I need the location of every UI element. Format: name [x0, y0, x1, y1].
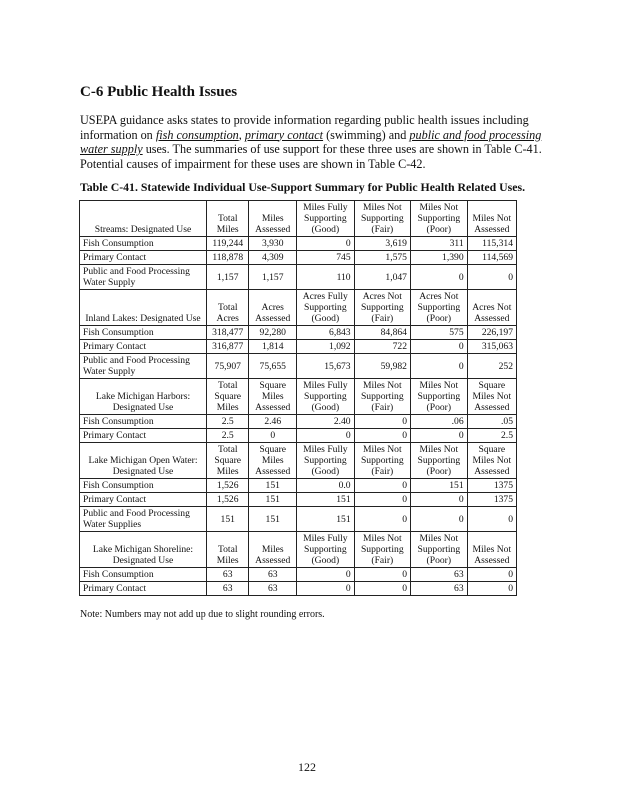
cell-value: 0	[354, 479, 410, 493]
table-row	[80, 479, 517, 493]
row-label: Public and Food Processing Water Supplies	[80, 507, 207, 532]
column-header: Miles Fully Supporting (Good)	[297, 443, 355, 479]
text: USEPA guidance asks states to provide information regarding public health issues including information on	[80, 113, 529, 142]
table-row	[80, 340, 517, 354]
cell-value: 0	[410, 493, 467, 507]
term-primary-contact: primary contact	[244, 127, 324, 142]
cell-value: 151	[297, 493, 355, 507]
cell-value: 2.5	[467, 429, 516, 443]
cell-value: 63	[410, 568, 467, 582]
column-header: Miles Not Supporting (Fair)	[354, 532, 410, 568]
cell-value: .05	[467, 415, 516, 429]
cell-value: 311	[410, 237, 467, 251]
cell-value: 151	[207, 507, 249, 532]
table-row	[80, 251, 517, 265]
cell-value: 3,619	[354, 237, 410, 251]
cell-value: 0	[410, 340, 467, 354]
cell-value: 4,309	[249, 251, 297, 265]
column-header: Acres Not Assessed	[467, 290, 516, 326]
intro-paragraph	[80, 113, 550, 171]
cell-value: 1,526	[207, 479, 249, 493]
cell-value: 0	[297, 237, 355, 251]
column-header: Miles Not Supporting (Poor)	[410, 379, 467, 415]
table-row	[80, 429, 517, 443]
cell-value: 0	[354, 568, 410, 582]
cell-value: 151	[249, 479, 297, 493]
cell-value: 0	[354, 582, 410, 596]
cell-value: 63	[249, 582, 297, 596]
section-header-row	[80, 290, 517, 326]
table-row	[80, 568, 517, 582]
text: uses. The summaries of use support for these three uses are shown in Table C-41. Potential causes of impairment for these uses are shown in Table C-42.	[80, 142, 542, 171]
table-row	[80, 326, 517, 340]
cell-value: 0	[249, 429, 297, 443]
cell-value: 151	[249, 493, 297, 507]
table-row	[80, 237, 517, 251]
column-header: Miles Not Supporting (Poor)	[410, 201, 467, 237]
cell-value: 63	[207, 568, 249, 582]
column-header: Square Miles Assessed	[249, 379, 297, 415]
cell-value: 1375	[467, 493, 516, 507]
row-label: Public and Food Processing Water Supply	[80, 265, 207, 290]
column-header: Miles Fully Supporting (Good)	[297, 201, 355, 237]
cell-value: 75,907	[207, 354, 249, 379]
cell-value: 1,390	[410, 251, 467, 265]
column-header: Inland Lakes: Designated Use	[80, 290, 207, 326]
term-fish-consumption: fish consumption	[155, 127, 239, 142]
cell-value: 0	[354, 507, 410, 532]
cell-value: 2.40	[297, 415, 355, 429]
cell-value: 0	[297, 429, 355, 443]
cell-value: 0	[410, 265, 467, 290]
cell-value: 2.46	[249, 415, 297, 429]
row-label: Public and Food Processing Water Supply	[80, 354, 207, 379]
column-header: Miles Not Supporting (Fair)	[354, 443, 410, 479]
cell-value: 252	[467, 354, 516, 379]
cell-value: 118,878	[207, 251, 249, 265]
cell-value: 1,575	[354, 251, 410, 265]
column-header: Lake Michigan Harbors: Designated Use	[80, 379, 207, 415]
column-header: Square Miles Not Assessed	[467, 443, 516, 479]
cell-value: 115,314	[467, 237, 516, 251]
row-label: Fish Consumption	[80, 568, 207, 582]
column-header: Square Miles Not Assessed	[467, 379, 516, 415]
cell-value: 84,864	[354, 326, 410, 340]
cell-value: 151	[410, 479, 467, 493]
cell-value: 1,157	[249, 265, 297, 290]
cell-value: 226,197	[467, 326, 516, 340]
cell-value: 1375	[467, 479, 516, 493]
cell-value: 0.0	[297, 479, 355, 493]
row-label: Primary Contact	[80, 251, 207, 265]
column-header: Miles Not Assessed	[467, 201, 516, 237]
cell-value: 745	[297, 251, 355, 265]
column-header: Total Square Miles	[207, 379, 249, 415]
cell-value: 2.5	[207, 415, 249, 429]
cell-value: 151	[297, 507, 355, 532]
section-header-row	[80, 379, 517, 415]
row-label: Primary Contact	[80, 340, 207, 354]
column-header: Streams: Designated Use	[80, 201, 207, 237]
table-row	[80, 493, 517, 507]
text: (swimming) and	[323, 127, 410, 142]
column-header: Miles Not Supporting (Fair)	[354, 201, 410, 237]
cell-value: 0	[354, 493, 410, 507]
cell-value: 0	[354, 415, 410, 429]
cell-value: 63	[207, 582, 249, 596]
column-header: Miles Fully Supporting (Good)	[297, 379, 355, 415]
cell-value: 1,814	[249, 340, 297, 354]
table-row	[80, 507, 517, 532]
cell-value: 318,477	[207, 326, 249, 340]
cell-value: 0	[467, 265, 516, 290]
column-header: Total Acres	[207, 290, 249, 326]
cell-value: 575	[410, 326, 467, 340]
column-header: Lake Michigan Shoreline: Designated Use	[80, 532, 207, 568]
column-header: Miles Not Assessed	[467, 532, 516, 568]
cell-value: 0	[354, 429, 410, 443]
section-header-row	[80, 201, 517, 237]
cell-value: 316,877	[207, 340, 249, 354]
column-header: Total Square Miles	[207, 443, 249, 479]
cell-value: 151	[249, 507, 297, 532]
column-header: Miles Assessed	[249, 201, 297, 237]
cell-value: 1,047	[354, 265, 410, 290]
column-header: Miles Not Supporting (Poor)	[410, 443, 467, 479]
term-water-supply: public and food processing water supply	[80, 127, 542, 156]
column-header: Miles Not Supporting (Fair)	[354, 379, 410, 415]
cell-value: 0	[467, 507, 516, 532]
cell-value: 63	[410, 582, 467, 596]
cell-value: 3,930	[249, 237, 297, 251]
table-note: Note: Numbers may not add up due to slight rounding errors.	[80, 609, 325, 620]
table-row	[80, 265, 517, 290]
cell-value: 0	[410, 429, 467, 443]
page-number: 122	[298, 760, 316, 774]
row-label: Fish Consumption	[80, 415, 207, 429]
table-row	[80, 415, 517, 429]
column-header: Miles Not Supporting (Poor)	[410, 532, 467, 568]
cell-value: 722	[354, 340, 410, 354]
section-heading: C-6 Public Health Issues	[80, 84, 238, 100]
cell-value: 59,982	[354, 354, 410, 379]
cell-value: 15,673	[297, 354, 355, 379]
cell-value: 0	[410, 507, 467, 532]
column-header: Acres Not Supporting (Poor)	[410, 290, 467, 326]
cell-value: 0	[467, 568, 516, 582]
cell-value: 0	[297, 582, 355, 596]
table-row	[80, 354, 517, 379]
column-header: Total Miles	[207, 532, 249, 568]
cell-value: .06	[410, 415, 467, 429]
section-header-row	[80, 532, 517, 568]
column-header: Acres Not Supporting (Fair)	[354, 290, 410, 326]
cell-value: 63	[249, 568, 297, 582]
cell-value: 75,655	[249, 354, 297, 379]
column-header: Lake Michigan Open Water: Designated Use	[80, 443, 207, 479]
column-header: Total Miles	[207, 201, 249, 237]
use-support-table	[79, 200, 517, 596]
table-row	[80, 582, 517, 596]
cell-value: 92,280	[249, 326, 297, 340]
cell-value: 1,157	[207, 265, 249, 290]
row-label: Fish Consumption	[80, 326, 207, 340]
text: ,	[238, 127, 245, 142]
cell-value: 114,569	[467, 251, 516, 265]
row-label: Primary Contact	[80, 429, 207, 443]
section-header-row	[80, 443, 517, 479]
row-label: Primary Contact	[80, 493, 207, 507]
row-label: Primary Contact	[80, 582, 207, 596]
column-header: Miles Fully Supporting (Good)	[297, 532, 355, 568]
column-header: Miles Assessed	[249, 532, 297, 568]
column-header: Square Miles Assessed	[249, 443, 297, 479]
cell-value: 110	[297, 265, 355, 290]
cell-value: 0	[297, 568, 355, 582]
cell-value: 2.5	[207, 429, 249, 443]
cell-value: 315,063	[467, 340, 516, 354]
row-label: Fish Consumption	[80, 479, 207, 493]
cell-value: 119,244	[207, 237, 249, 251]
row-label: Fish Consumption	[80, 237, 207, 251]
cell-value: 6,843	[297, 326, 355, 340]
cell-value: 1,092	[297, 340, 355, 354]
table-caption: Table C-41. Statewide Individual Use-Support Summary for Public Health Related Uses.	[80, 180, 526, 194]
cell-value: 1,526	[207, 493, 249, 507]
cell-value: 0	[410, 354, 467, 379]
cell-value: 0	[467, 582, 516, 596]
column-header: Acres Assessed	[249, 290, 297, 326]
column-header: Acres Fully Supporting (Good)	[297, 290, 355, 326]
